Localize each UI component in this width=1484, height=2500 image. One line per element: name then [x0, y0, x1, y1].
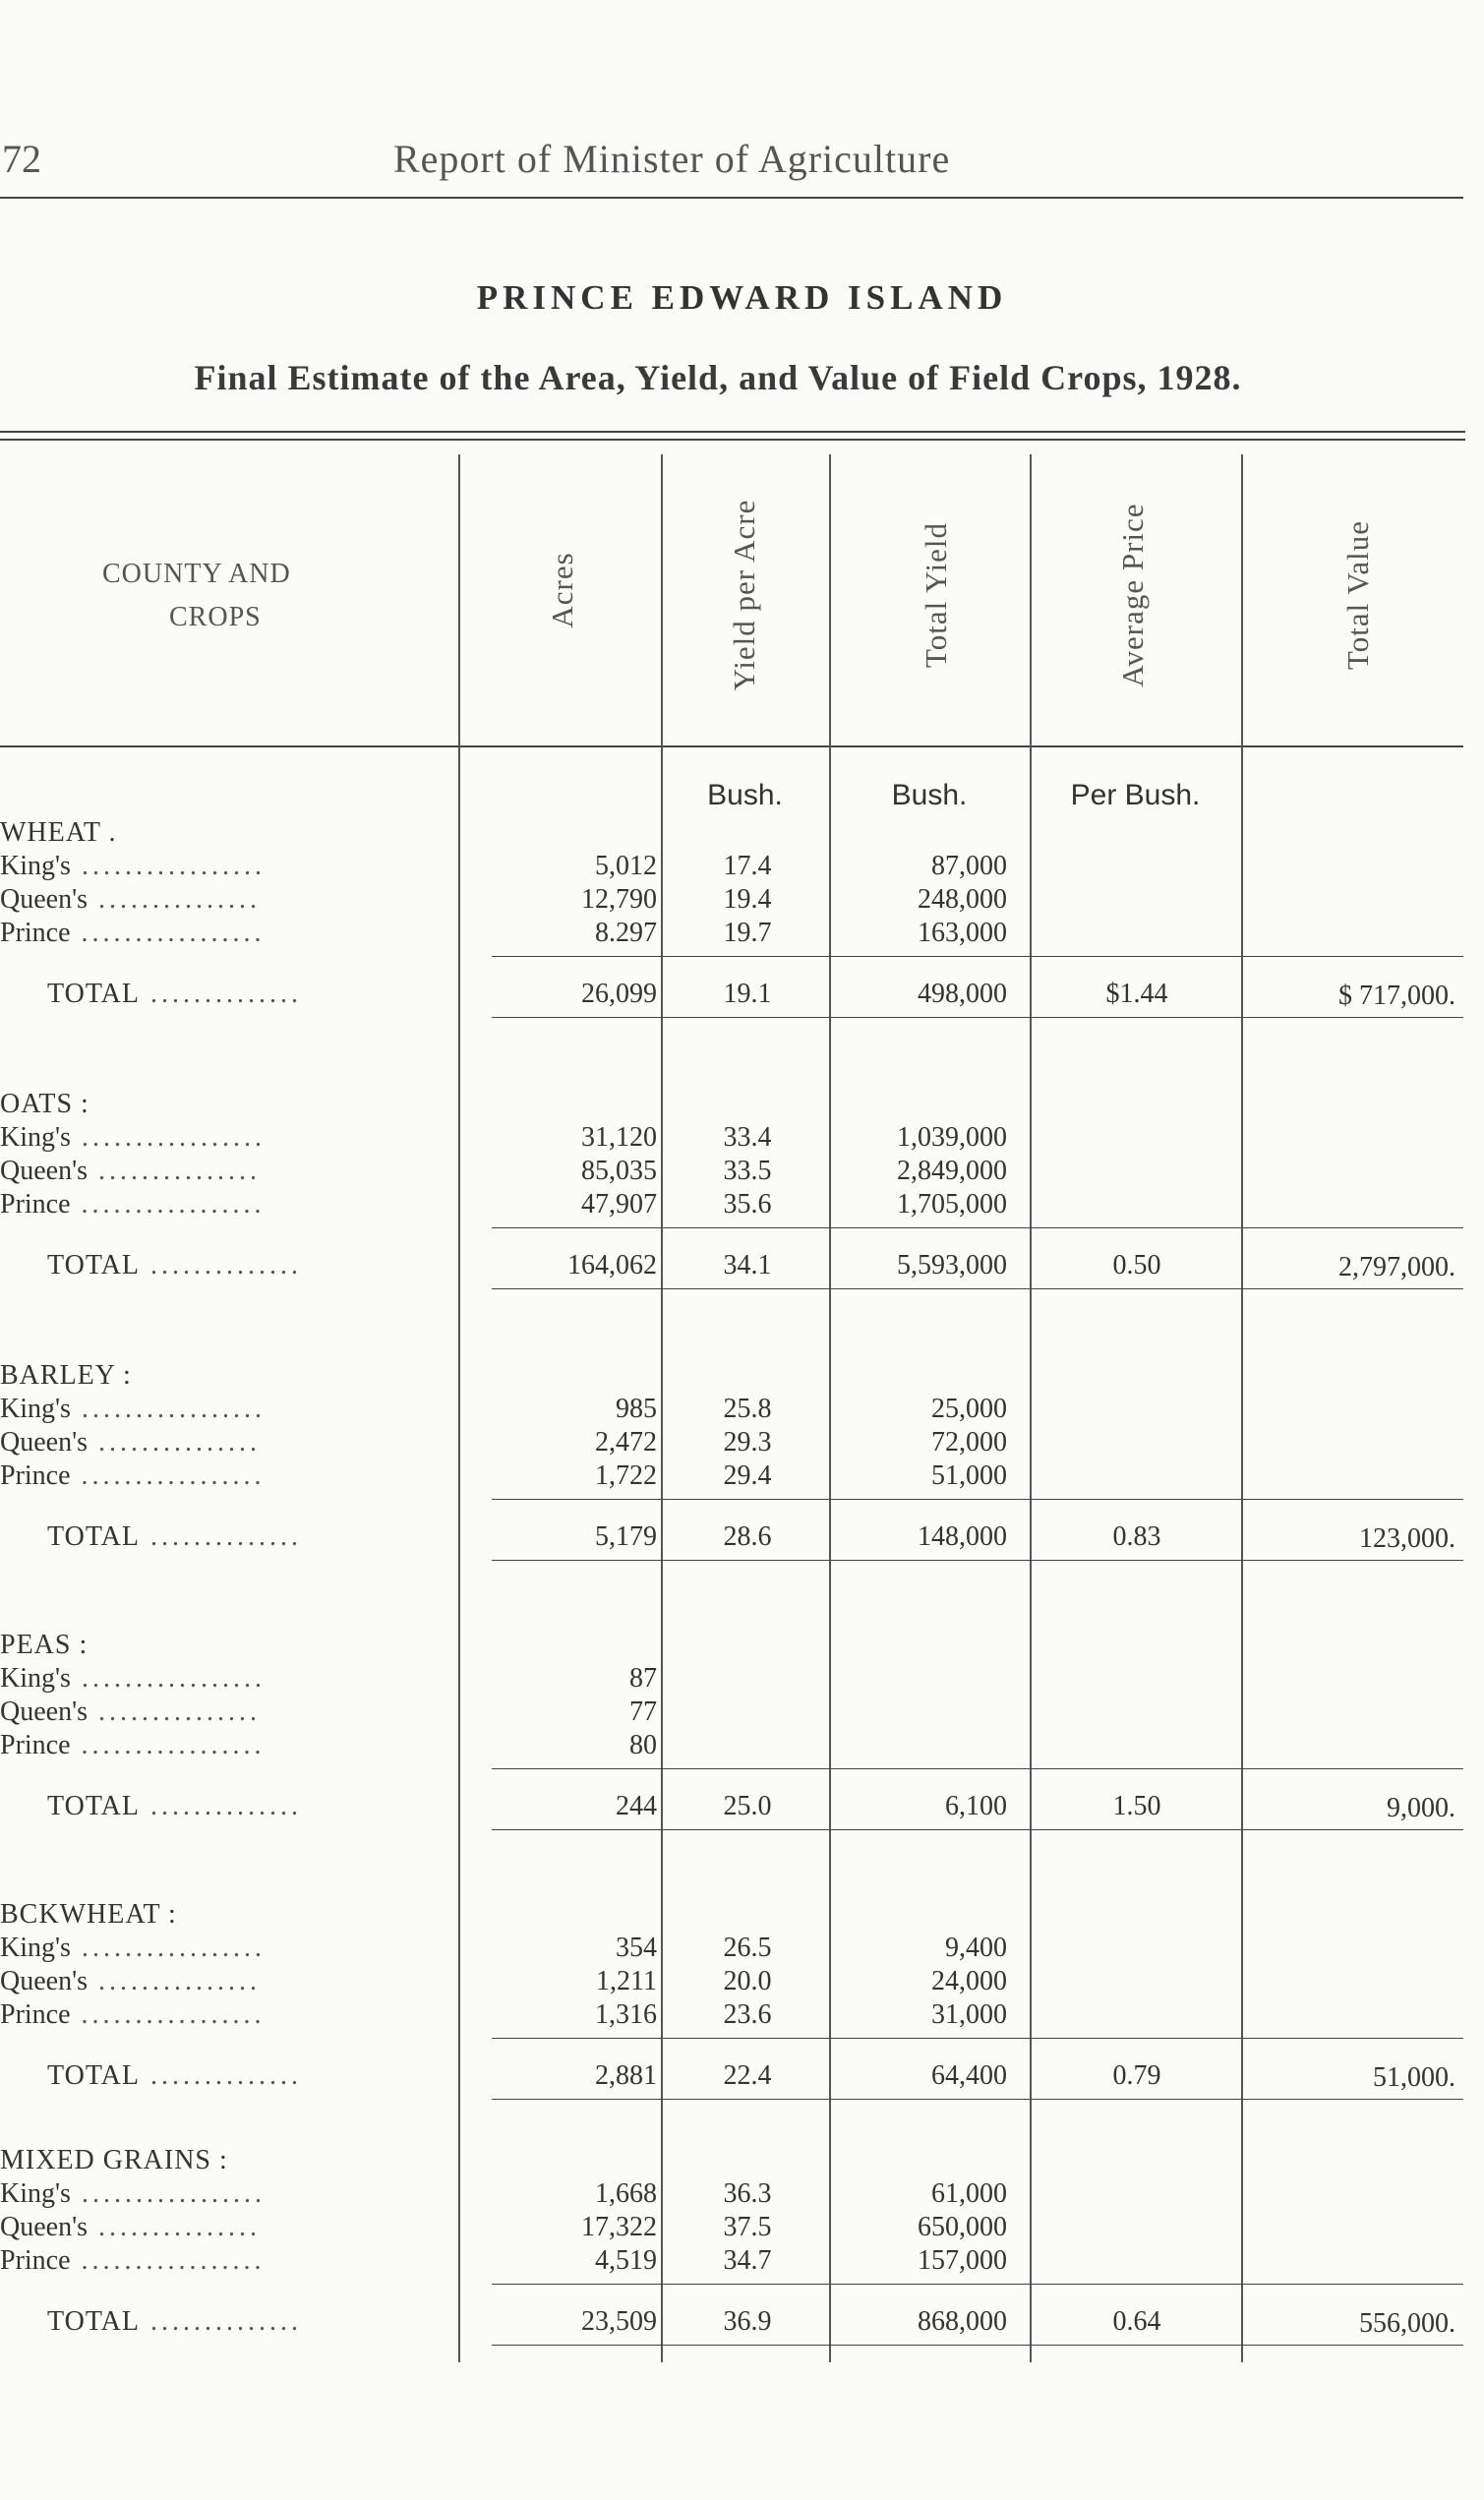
- county-label: [0, 1188, 266, 1221]
- county-label: [0, 2244, 266, 2278]
- cell-acres: 5,012: [595, 851, 657, 881]
- cell-acres: 85,035: [581, 1156, 657, 1186]
- cell-total-yield: 163,000: [918, 918, 1007, 948]
- total-rule: [492, 1768, 1463, 1769]
- section-heading: OATS :: [0, 1089, 89, 1119]
- document-title: PRINCE EDWARD ISLAND: [476, 278, 1008, 317]
- total-label-text: TOTAL: [47, 1521, 141, 1552]
- total-yield-per-acre: 34.1: [723, 1250, 772, 1280]
- leader-dots: ..............: [140, 2306, 303, 2337]
- total-value: 2,797,000.: [1338, 1252, 1455, 1282]
- leader-dots: .................: [70, 1394, 266, 1424]
- cell-yield: 35.6: [723, 1189, 772, 1220]
- cell-total-yield: 157,000: [918, 2245, 1007, 2276]
- cell-yield: 23.6: [723, 1999, 772, 2030]
- county-name: Queen's: [0, 1427, 89, 1458]
- leader-dots: ...............: [88, 1696, 262, 1727]
- county-name: King's: [0, 1933, 71, 1963]
- total-yield-per-acre: 36.9: [723, 2306, 772, 2337]
- leader-dots: ..............: [140, 1250, 303, 1280]
- total-label-text: TOTAL: [47, 1791, 141, 1821]
- cell-acres: 1,722: [595, 1460, 657, 1491]
- cell-total-yield: 1,039,000: [897, 1122, 1007, 1153]
- total-average-price: 0.50: [1112, 1250, 1161, 1280]
- cell-total-yield: 9,400: [945, 1933, 1007, 1963]
- total-label-text: TOTAL: [47, 1250, 141, 1280]
- cell-yield: 19.4: [723, 884, 772, 915]
- county-name: Prince: [0, 1189, 71, 1220]
- cell-yield: 36.3: [723, 2178, 772, 2209]
- total-rule: [492, 1227, 1463, 1228]
- cell-acres: 354: [616, 1933, 657, 1963]
- total-rule: [492, 2284, 1463, 2285]
- leader-dots: .................: [70, 2178, 266, 2209]
- total-acres: 2,881: [595, 2060, 657, 2091]
- cell-yield: 25.8: [723, 1394, 772, 1424]
- section-heading: MIXED GRAINS :: [0, 2145, 228, 2175]
- cell-acres: 1,668: [595, 2178, 657, 2209]
- total-yield: 5,593,000: [897, 1250, 1007, 1280]
- county-label: [0, 1729, 266, 1762]
- total-yield: 64,400: [931, 2060, 1007, 2091]
- total-average-price: 0.79: [1112, 2060, 1161, 2091]
- cell-acres: 8.297: [595, 918, 657, 948]
- total-rule: [492, 2038, 1463, 2039]
- page-number: 72: [2, 137, 41, 181]
- cell-yield: 37.5: [723, 2212, 772, 2242]
- leader-dots: ..............: [140, 2060, 303, 2091]
- cell-acres: 2,472: [595, 1427, 657, 1458]
- leader-dots: .................: [70, 1460, 266, 1491]
- cell-yield: 26.5: [723, 1933, 772, 1963]
- total-label-text: TOTAL: [47, 2306, 141, 2337]
- total-average-price: $1.44: [1105, 979, 1168, 1009]
- county-label: [0, 1121, 266, 1155]
- leader-dots: .................: [70, 1933, 266, 1963]
- total-yield: 148,000: [918, 1521, 1007, 1552]
- county-name: Queen's: [0, 1966, 89, 1996]
- cell-acres: 12,790: [581, 884, 657, 915]
- county-name: King's: [0, 1394, 71, 1424]
- total-label: [47, 2305, 302, 2339]
- cell-yield: 33.5: [723, 1156, 772, 1186]
- county-name: King's: [0, 2178, 71, 2209]
- header-rule: [0, 197, 1463, 199]
- col-line-3: [829, 454, 831, 2362]
- cell-acres: 77: [629, 1696, 657, 1727]
- cell-total-yield: 51,000: [931, 1460, 1007, 1491]
- col-line-4: [1030, 454, 1032, 2362]
- county-label: [0, 850, 266, 883]
- total-label-text: TOTAL: [47, 2060, 141, 2091]
- unit-yield-per-acre: Bush.: [707, 779, 783, 811]
- leader-dots: .................: [70, 1122, 266, 1153]
- total-rule: [492, 956, 1463, 957]
- total-value: 51,000.: [1373, 2062, 1455, 2093]
- cell-acres: 4,519: [595, 2245, 657, 2276]
- total-label: [47, 1249, 302, 1282]
- column-head-county-1: COUNTY AND: [102, 559, 291, 589]
- total-value: 556,000.: [1359, 2308, 1455, 2339]
- total-average-price: 1.50: [1112, 1791, 1161, 1821]
- county-name: Queen's: [0, 1696, 89, 1727]
- total-label: [47, 2059, 302, 2093]
- col-line-2: [661, 454, 663, 2362]
- county-label: [0, 2177, 266, 2211]
- county-name: Queen's: [0, 1156, 89, 1186]
- leader-dots: ...............: [88, 2212, 262, 2242]
- leader-dots: .................: [70, 2245, 266, 2276]
- county-label: [0, 1662, 266, 1696]
- cell-total-yield: 72,000: [931, 1427, 1007, 1458]
- leader-dots: .................: [70, 918, 266, 948]
- total-acres: 244: [616, 1791, 657, 1821]
- leader-dots: .................: [70, 1999, 266, 2030]
- leader-dots: ..............: [140, 1521, 303, 1552]
- document-subtitle: Final Estimate of the Area, Yield, and Value of Field Crops, 1928.: [194, 358, 1242, 397]
- county-name: Prince: [0, 918, 71, 948]
- county-name: Prince: [0, 2245, 71, 2276]
- header-bottom-rule: [0, 745, 1463, 747]
- county-label: [0, 1393, 266, 1426]
- leader-dots: ...............: [88, 1427, 262, 1458]
- cell-total-yield: 31,000: [931, 1999, 1007, 2030]
- column-head-acres: Acres: [545, 552, 579, 628]
- total-bottom-rule: [492, 1560, 1463, 1561]
- cell-acres: 47,907: [581, 1189, 657, 1220]
- total-label: [47, 1790, 302, 1823]
- total-yield: 498,000: [918, 979, 1007, 1009]
- table-top-rule-2: [0, 439, 1465, 441]
- cell-yield: 17.4: [723, 851, 772, 881]
- cell-total-yield: 25,000: [931, 1394, 1007, 1424]
- section-heading: BARLEY :: [0, 1360, 132, 1391]
- total-average-price: 0.64: [1112, 2306, 1161, 2337]
- county-label: [0, 1932, 266, 1965]
- cell-total-yield: 24,000: [931, 1966, 1007, 1996]
- total-yield: 868,000: [918, 2306, 1007, 2337]
- county-name: Prince: [0, 1460, 71, 1491]
- section-heading: WHEAT .: [0, 817, 117, 848]
- cell-acres: 985: [616, 1394, 657, 1424]
- cell-acres: 80: [629, 1730, 657, 1760]
- cell-acres: 1,316: [595, 1999, 657, 2030]
- county-name: King's: [0, 1122, 71, 1153]
- cell-acres: 17,322: [581, 2212, 657, 2242]
- leader-dots: .................: [70, 851, 266, 881]
- section-heading: BCKWHEAT :: [0, 1899, 177, 1930]
- leader-dots: ..............: [140, 1791, 303, 1821]
- cell-yield: 33.4: [723, 1122, 772, 1153]
- cell-total-yield: 61,000: [931, 2178, 1007, 2209]
- total-acres: 23,509: [581, 2306, 657, 2337]
- leader-dots: ...............: [88, 884, 262, 915]
- col-line-5: [1241, 454, 1243, 2362]
- total-value: 9,000.: [1387, 1793, 1455, 1823]
- county-name: King's: [0, 851, 71, 881]
- unit-average-price: Per Bush.: [1070, 779, 1201, 811]
- total-rule: [492, 1499, 1463, 1500]
- county-label: [0, 1965, 261, 1998]
- total-bottom-rule: [492, 1829, 1463, 1830]
- unit-total-yield: Bush.: [891, 779, 968, 811]
- total-label-text: TOTAL: [47, 979, 141, 1009]
- total-label: [47, 978, 302, 1011]
- county-name: Prince: [0, 1730, 71, 1760]
- col-line-1: [458, 454, 460, 2362]
- cell-total-yield: 2,849,000: [897, 1156, 1007, 1186]
- total-label: [47, 1520, 302, 1554]
- column-head-total-value: Total Value: [1340, 519, 1375, 671]
- county-label: [0, 1426, 261, 1459]
- cell-acres: 87: [629, 1663, 657, 1694]
- county-label: [0, 1998, 266, 2032]
- cell-yield: 29.4: [723, 1460, 772, 1491]
- page-header: [0, 128, 1465, 207]
- leader-dots: ...............: [88, 1156, 262, 1186]
- total-value: 123,000.: [1359, 1523, 1455, 1554]
- county-name: Queen's: [0, 2212, 89, 2242]
- county-name: King's: [0, 1663, 71, 1694]
- cell-yield: 19.7: [723, 918, 772, 948]
- cell-acres: 31,120: [581, 1122, 657, 1153]
- county-label: [0, 1696, 261, 1729]
- total-average-price: 0.83: [1112, 1521, 1161, 1552]
- table-top-rule: [0, 431, 1465, 433]
- column-head-county-2: CROPS: [169, 602, 262, 632]
- total-yield-per-acre: 28.6: [723, 1521, 772, 1552]
- county-label: [0, 883, 261, 917]
- total-yield-per-acre: 25.0: [723, 1791, 772, 1821]
- total-acres: 5,179: [595, 1521, 657, 1552]
- cell-yield: 34.7: [723, 2245, 772, 2276]
- total-acres: 164,062: [567, 1250, 657, 1280]
- total-value: $ 717,000.: [1338, 981, 1455, 1011]
- county-label: [0, 2211, 261, 2244]
- leader-dots: ...............: [88, 1966, 262, 1996]
- cell-yield: 29.3: [723, 1427, 772, 1458]
- column-head-yield-per-acre: Yield per Acre: [727, 499, 761, 691]
- county-name: Queen's: [0, 884, 89, 915]
- county-label: [0, 917, 266, 950]
- total-yield-per-acre: 19.1: [723, 979, 772, 1009]
- cell-total-yield: 650,000: [918, 2212, 1007, 2242]
- cell-total-yield: 1,705,000: [897, 1189, 1007, 1220]
- cell-total-yield: 248,000: [918, 884, 1007, 915]
- county-name: Prince: [0, 1999, 71, 2030]
- total-bottom-rule: [492, 1017, 1463, 1018]
- running-title: Report of Minister of Agriculture: [393, 137, 951, 181]
- leader-dots: ..............: [140, 979, 303, 1009]
- total-yield-per-acre: 22.4: [723, 2060, 772, 2091]
- total-bottom-rule: [492, 1288, 1463, 1289]
- total-yield: 6,100: [945, 1791, 1007, 1821]
- county-label: [0, 1459, 266, 1493]
- section-heading: PEAS :: [0, 1630, 89, 1660]
- column-head-average-price: Average Price: [1115, 503, 1150, 687]
- leader-dots: .................: [70, 1663, 266, 1694]
- total-bottom-rule: [492, 2099, 1463, 2100]
- column-head-total-yield: Total Yield: [919, 521, 953, 669]
- cell-acres: 1,211: [596, 1966, 657, 1996]
- total-acres: 26,099: [581, 979, 657, 1009]
- leader-dots: .................: [70, 1730, 266, 1760]
- cell-total-yield: 87,000: [931, 851, 1007, 881]
- cell-yield: 20.0: [723, 1966, 772, 1996]
- county-label: [0, 1155, 261, 1188]
- total-bottom-rule: [492, 2345, 1463, 2346]
- leader-dots: .................: [70, 1189, 266, 1220]
